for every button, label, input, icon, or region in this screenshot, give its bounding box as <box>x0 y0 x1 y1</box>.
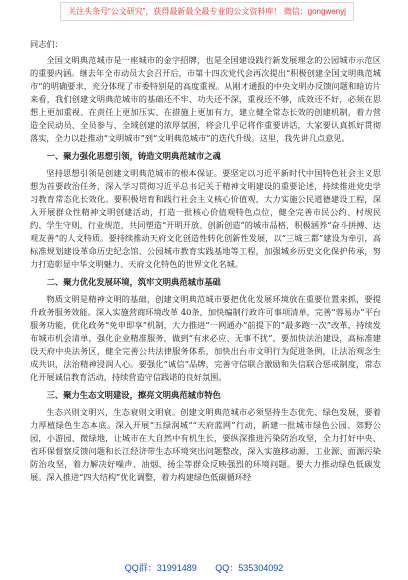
footer-qq: QQ：535304092 <box>215 563 284 573</box>
section-heading-2: 二、聚力优化发展环境，筑牢文明典范城市基础 <box>46 277 221 287</box>
section-heading-1: 一、聚力强化思想引领，铸造文明典范城市之魂 <box>46 151 221 161</box>
salutation: 同志们： <box>30 39 63 49</box>
footer-qq-group: QQ群：31991489 <box>124 563 197 573</box>
section-2-paragraph: 物质文明是精神文明的基础，创建文明典范城市要把优化发展环境放在重要位置来抓，要提升政务服务效能。深入实施营商环境改革 40条，加快编制行政许可事项清单，完善“蓉易办”平台服务功能，优化政务“免申即享”机制，大力推进“一网通办”前提下的“最多跑一次”改革，持续发布城市机会清单，强化企业精准服务，做到“有求必应、无事不扰”，要加快法治建设，高标准建设天府中央法务区，健全完善公共法律服务体系，加快出台市文明行为促进条例，让法治观念生成共识，法治精神浸润人心。要强化“诚信”品牌，完善守信联合激励和失信联合惩戒制度，常态化开展诚信教育活动，持续营造守信践诺的良好氛围。 <box>30 294 381 382</box>
section-1-paragraph: 坚持思想引领是创建文明典范城市的根本保证。要坚定以习近平新时代中国特色社会主义思想为首要政治任务，深入学习贯彻习近平总书记关于精神文明建设的重要论述，持续推进党史学习教育常态化长效化。要积极培育和践行社会主义核心价值观，大力实施公民道德建设工程，深入开展群众性精神文明创建活动，打造一批核心价值观特色点位，健全完善市民公约、村规民约、学生守则、行业规范，共同塑造“开明开放、创新创造”的城市品格，积极涵养“奋斗拼搏、达观友善”的人文特质。要持续推动天府文化创造性转化创新性发展，以“三城三都”建设为牵引，高标准规划建设革命历史纪念馆、公园城市教育实践基地等工程，加强城乡历史文化保护传承，努力打造彰显中华文明魅力、天府文化特色的世界文化名城。 <box>30 168 381 269</box>
footer-contact <box>0 562 408 574</box>
section-heading-3: 三、聚力生态文明建设，擦亮文明典范城市特色 <box>46 390 221 400</box>
intro-paragraph: 全国文明典范城市是一座城市的金字招牌，也是全国建设践行新发展理念的公园城市示范区的重要内涵。继去年全市动员大会召开后，市第十四次党代会再次提出“积极创建全国文明典范城市”的明确要求，充分体现了市委特别是的高度重视。从刚才通报的中央文明办反馈问题和暗访片来看，我们创建文明典范城市的基础还不牢、功夫还不深，重视还不够，成效还不好，必须在思想上更加重视、在责任上更加压实、在措施上更加有力，建立健全常态长效的创建机制，着力营造全民动员、全员参与、全域创建的浓厚氛围，将会几乎记将作重要讲话，大家要认真抓好贯彻落实，全力以赴推动“文明城市”到“文明典范城市”的迭代升级。这里，我先讲几点意见。 <box>30 55 381 143</box>
document-content <box>30 38 381 552</box>
top-banner: 关注头条号“公文研究”，获得最新最全最专业的公文资料库！ 微信：gongwenyj <box>60 2 354 21</box>
section-3-paragraph: 生态兴则文明兴，生态衰则文明衰。创建文明典范城市必须坚持生态优先、绿色发展，要着力厚植绿色生态本底。深入开展“五绿润城”“天府蓝网”行动，新建一批城市绿色公园、郊野公园，小游园、微绿地，让城市在大自然中有机生长，要纵深推进污染防治攻坚，全力打好中央、省环保督察反馈问题和长江经济带生态环境突出问题整改，深入实施移动源、工业源、面源污染防治攻坚，着力解决好噪声、油烟、扬尘等群众反映强烈的环境问题。要大力推动绿色低碳发展。深入推进“四大结构”优化调整，着力构建绿色低碳循环经 <box>30 407 381 482</box>
